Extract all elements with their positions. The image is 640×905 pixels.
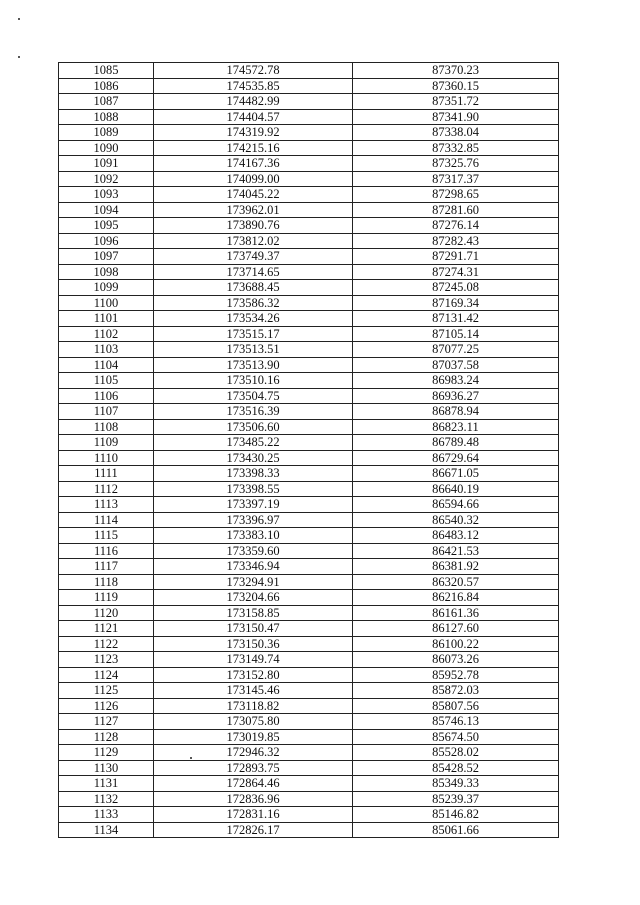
y-coordinate-cell: 87360.15 — [353, 78, 559, 94]
point-number-cell: 1097 — [59, 249, 154, 265]
x-coordinate-cell: 173158.85 — [154, 605, 353, 621]
scan-speck — [18, 56, 20, 58]
x-coordinate-cell: 173019.85 — [154, 729, 353, 745]
point-number-cell: 1115 — [59, 528, 154, 544]
point-number-cell: 1090 — [59, 140, 154, 156]
x-coordinate-cell: 174045.22 — [154, 187, 353, 203]
table-row — [59, 404, 559, 420]
y-coordinate-cell: 86161.36 — [353, 605, 559, 621]
x-coordinate-cell: 173346.94 — [154, 559, 353, 575]
point-number-cell: 1133 — [59, 807, 154, 823]
y-coordinate-cell: 87169.34 — [353, 295, 559, 311]
table-row — [59, 512, 559, 528]
table-row — [59, 202, 559, 218]
x-coordinate-cell: 173714.65 — [154, 264, 353, 280]
point-number-cell: 1122 — [59, 636, 154, 652]
x-coordinate-cell: 174099.00 — [154, 171, 353, 187]
table-row — [59, 140, 559, 156]
point-number-cell: 1120 — [59, 605, 154, 621]
table-row — [59, 729, 559, 745]
point-number-cell: 1118 — [59, 574, 154, 590]
x-coordinate-cell: 172826.17 — [154, 822, 353, 838]
x-coordinate-cell: 173749.37 — [154, 249, 353, 265]
point-number-cell: 1089 — [59, 125, 154, 141]
y-coordinate-cell: 87105.14 — [353, 326, 559, 342]
x-coordinate-cell: 173075.80 — [154, 714, 353, 730]
y-coordinate-cell: 85061.66 — [353, 822, 559, 838]
y-coordinate-cell: 86216.84 — [353, 590, 559, 606]
y-coordinate-cell: 86320.57 — [353, 574, 559, 590]
y-coordinate-cell: 86421.53 — [353, 543, 559, 559]
x-coordinate-cell: 174404.57 — [154, 109, 353, 125]
x-coordinate-cell: 174215.16 — [154, 140, 353, 156]
x-coordinate-cell: 173430.25 — [154, 450, 353, 466]
x-coordinate-cell: 173359.60 — [154, 543, 353, 559]
x-coordinate-cell: 172893.75 — [154, 760, 353, 776]
point-number-cell: 1104 — [59, 357, 154, 373]
y-coordinate-cell: 87274.31 — [353, 264, 559, 280]
y-coordinate-cell: 86823.11 — [353, 419, 559, 435]
y-coordinate-cell: 87317.37 — [353, 171, 559, 187]
point-number-cell: 1085 — [59, 63, 154, 79]
table-row — [59, 249, 559, 265]
point-number-cell: 1093 — [59, 187, 154, 203]
point-number-cell: 1103 — [59, 342, 154, 358]
y-coordinate-cell: 87298.65 — [353, 187, 559, 203]
point-number-cell: 1109 — [59, 435, 154, 451]
x-coordinate-cell: 173145.46 — [154, 683, 353, 699]
x-coordinate-cell: 173118.82 — [154, 698, 353, 714]
table-row — [59, 776, 559, 792]
point-number-cell: 1102 — [59, 326, 154, 342]
y-coordinate-cell: 85674.50 — [353, 729, 559, 745]
x-coordinate-cell: 174572.78 — [154, 63, 353, 79]
y-coordinate-cell: 86640.19 — [353, 481, 559, 497]
point-number-cell: 1130 — [59, 760, 154, 776]
point-number-cell: 1123 — [59, 652, 154, 668]
table-row — [59, 435, 559, 451]
point-number-cell: 1113 — [59, 497, 154, 513]
point-number-cell: 1098 — [59, 264, 154, 280]
y-coordinate-cell: 85746.13 — [353, 714, 559, 730]
y-coordinate-cell: 86789.48 — [353, 435, 559, 451]
y-coordinate-cell: 87325.76 — [353, 156, 559, 172]
y-coordinate-cell: 85952.78 — [353, 667, 559, 683]
table-row — [59, 388, 559, 404]
table-row — [59, 528, 559, 544]
x-coordinate-cell: 173383.10 — [154, 528, 353, 544]
point-number-cell: 1095 — [59, 218, 154, 234]
table-row — [59, 94, 559, 110]
y-coordinate-cell: 87245.08 — [353, 280, 559, 296]
point-number-cell: 1112 — [59, 481, 154, 497]
x-coordinate-cell: 173398.33 — [154, 466, 353, 482]
table-row — [59, 760, 559, 776]
y-coordinate-cell: 86983.24 — [353, 373, 559, 389]
y-coordinate-cell: 87291.71 — [353, 249, 559, 265]
y-coordinate-cell: 87341.90 — [353, 109, 559, 125]
table-row — [59, 311, 559, 327]
table-row — [59, 543, 559, 559]
x-coordinate-cell: 173812.02 — [154, 233, 353, 249]
table-row — [59, 156, 559, 172]
y-coordinate-cell: 86540.32 — [353, 512, 559, 528]
x-coordinate-cell: 173504.75 — [154, 388, 353, 404]
y-coordinate-cell: 85872.03 — [353, 683, 559, 699]
x-coordinate-cell: 173515.17 — [154, 326, 353, 342]
y-coordinate-cell: 87338.04 — [353, 125, 559, 141]
table-row — [59, 63, 559, 79]
point-number-cell: 1111 — [59, 466, 154, 482]
x-coordinate-cell: 173962.01 — [154, 202, 353, 218]
point-number-cell: 1117 — [59, 559, 154, 575]
point-number-cell: 1125 — [59, 683, 154, 699]
table-row — [59, 714, 559, 730]
point-number-cell: 1127 — [59, 714, 154, 730]
x-coordinate-cell: 173688.45 — [154, 280, 353, 296]
point-number-cell: 1124 — [59, 667, 154, 683]
table-row — [59, 171, 559, 187]
table-row — [59, 621, 559, 637]
table-row — [59, 264, 559, 280]
point-number-cell: 1116 — [59, 543, 154, 559]
point-number-cell: 1131 — [59, 776, 154, 792]
coordinate-table — [58, 62, 559, 838]
table-row — [59, 109, 559, 125]
table-row — [59, 636, 559, 652]
table-row — [59, 559, 559, 575]
table-row — [59, 698, 559, 714]
table-row — [59, 745, 559, 761]
x-coordinate-cell: 173149.74 — [154, 652, 353, 668]
table-row — [59, 791, 559, 807]
point-number-cell: 1105 — [59, 373, 154, 389]
x-coordinate-cell: 174167.36 — [154, 156, 353, 172]
point-number-cell: 1101 — [59, 311, 154, 327]
y-coordinate-cell: 86729.64 — [353, 450, 559, 466]
point-number-cell: 1087 — [59, 94, 154, 110]
point-number-cell: 1100 — [59, 295, 154, 311]
point-number-cell: 1092 — [59, 171, 154, 187]
y-coordinate-cell: 87281.60 — [353, 202, 559, 218]
x-coordinate-cell: 173152.80 — [154, 667, 353, 683]
table-row — [59, 807, 559, 823]
point-number-cell: 1088 — [59, 109, 154, 125]
table-row — [59, 280, 559, 296]
point-number-cell: 1126 — [59, 698, 154, 714]
table-row — [59, 373, 559, 389]
point-number-cell: 1096 — [59, 233, 154, 249]
x-coordinate-cell: 173397.19 — [154, 497, 353, 513]
table-row — [59, 574, 559, 590]
x-coordinate-cell: 172836.96 — [154, 791, 353, 807]
point-number-cell: 1086 — [59, 78, 154, 94]
table-row — [59, 590, 559, 606]
y-coordinate-cell: 86381.92 — [353, 559, 559, 575]
table-row — [59, 605, 559, 621]
x-coordinate-cell: 174482.99 — [154, 94, 353, 110]
table-row — [59, 357, 559, 373]
x-coordinate-cell: 173890.76 — [154, 218, 353, 234]
y-coordinate-cell: 85239.37 — [353, 791, 559, 807]
y-coordinate-cell: 87131.42 — [353, 311, 559, 327]
y-coordinate-cell: 86127.60 — [353, 621, 559, 637]
y-coordinate-cell: 87282.43 — [353, 233, 559, 249]
x-coordinate-cell: 173534.26 — [154, 311, 353, 327]
x-coordinate-cell: 173150.47 — [154, 621, 353, 637]
table-row — [59, 497, 559, 513]
x-coordinate-cell: 173516.39 — [154, 404, 353, 420]
point-number-cell: 1129 — [59, 745, 154, 761]
point-number-cell: 1132 — [59, 791, 154, 807]
x-coordinate-cell: 173204.66 — [154, 590, 353, 606]
y-coordinate-cell: 85349.33 — [353, 776, 559, 792]
y-coordinate-cell: 85528.02 — [353, 745, 559, 761]
x-coordinate-cell: 173510.16 — [154, 373, 353, 389]
point-number-cell: 1121 — [59, 621, 154, 637]
x-coordinate-cell: 173485.22 — [154, 435, 353, 451]
point-number-cell: 1099 — [59, 280, 154, 296]
table-row — [59, 450, 559, 466]
y-coordinate-cell: 86483.12 — [353, 528, 559, 544]
y-coordinate-cell: 86594.66 — [353, 497, 559, 513]
x-coordinate-cell: 172864.46 — [154, 776, 353, 792]
y-coordinate-cell: 86073.26 — [353, 652, 559, 668]
x-coordinate-cell: 173506.60 — [154, 419, 353, 435]
y-coordinate-cell: 86671.05 — [353, 466, 559, 482]
x-coordinate-cell: 173396.97 — [154, 512, 353, 528]
table-row — [59, 125, 559, 141]
x-coordinate-cell: 174535.85 — [154, 78, 353, 94]
x-coordinate-cell: 172946.32 — [154, 745, 353, 761]
point-number-cell: 1106 — [59, 388, 154, 404]
point-number-cell: 1110 — [59, 450, 154, 466]
y-coordinate-cell: 87332.85 — [353, 140, 559, 156]
table-row — [59, 326, 559, 342]
point-number-cell: 1134 — [59, 822, 154, 838]
x-coordinate-cell: 172831.16 — [154, 807, 353, 823]
point-number-cell: 1108 — [59, 419, 154, 435]
table-row — [59, 78, 559, 94]
table-row — [59, 822, 559, 838]
x-coordinate-cell: 173513.51 — [154, 342, 353, 358]
y-coordinate-cell: 85807.56 — [353, 698, 559, 714]
point-number-cell: 1091 — [59, 156, 154, 172]
point-number-cell: 1119 — [59, 590, 154, 606]
point-number-cell: 1128 — [59, 729, 154, 745]
x-coordinate-cell: 173398.55 — [154, 481, 353, 497]
y-coordinate-cell: 87077.25 — [353, 342, 559, 358]
table-row — [59, 652, 559, 668]
table-row — [59, 233, 559, 249]
table-row — [59, 667, 559, 683]
y-coordinate-cell: 85428.52 — [353, 760, 559, 776]
y-coordinate-cell: 86100.22 — [353, 636, 559, 652]
table-row — [59, 187, 559, 203]
table-row — [59, 295, 559, 311]
table-row — [59, 683, 559, 699]
y-coordinate-cell: 87351.72 — [353, 94, 559, 110]
point-number-cell: 1114 — [59, 512, 154, 528]
y-coordinate-cell: 85146.82 — [353, 807, 559, 823]
point-number-cell: 1107 — [59, 404, 154, 420]
x-coordinate-cell: 173150.36 — [154, 636, 353, 652]
x-coordinate-cell: 174319.92 — [154, 125, 353, 141]
point-number-cell: 1094 — [59, 202, 154, 218]
y-coordinate-cell: 87276.14 — [353, 218, 559, 234]
table-row — [59, 218, 559, 234]
table-row — [59, 342, 559, 358]
y-coordinate-cell: 86878.94 — [353, 404, 559, 420]
x-coordinate-cell: 173513.90 — [154, 357, 353, 373]
y-coordinate-cell: 87370.23 — [353, 63, 559, 79]
coordinate-table-body — [59, 63, 559, 838]
y-coordinate-cell: 86936.27 — [353, 388, 559, 404]
x-coordinate-cell: 173294.91 — [154, 574, 353, 590]
x-coordinate-cell: 173586.32 — [154, 295, 353, 311]
y-coordinate-cell: 87037.58 — [353, 357, 559, 373]
table-row — [59, 481, 559, 497]
table-row — [59, 466, 559, 482]
scan-speck — [18, 18, 20, 20]
table-row — [59, 419, 559, 435]
